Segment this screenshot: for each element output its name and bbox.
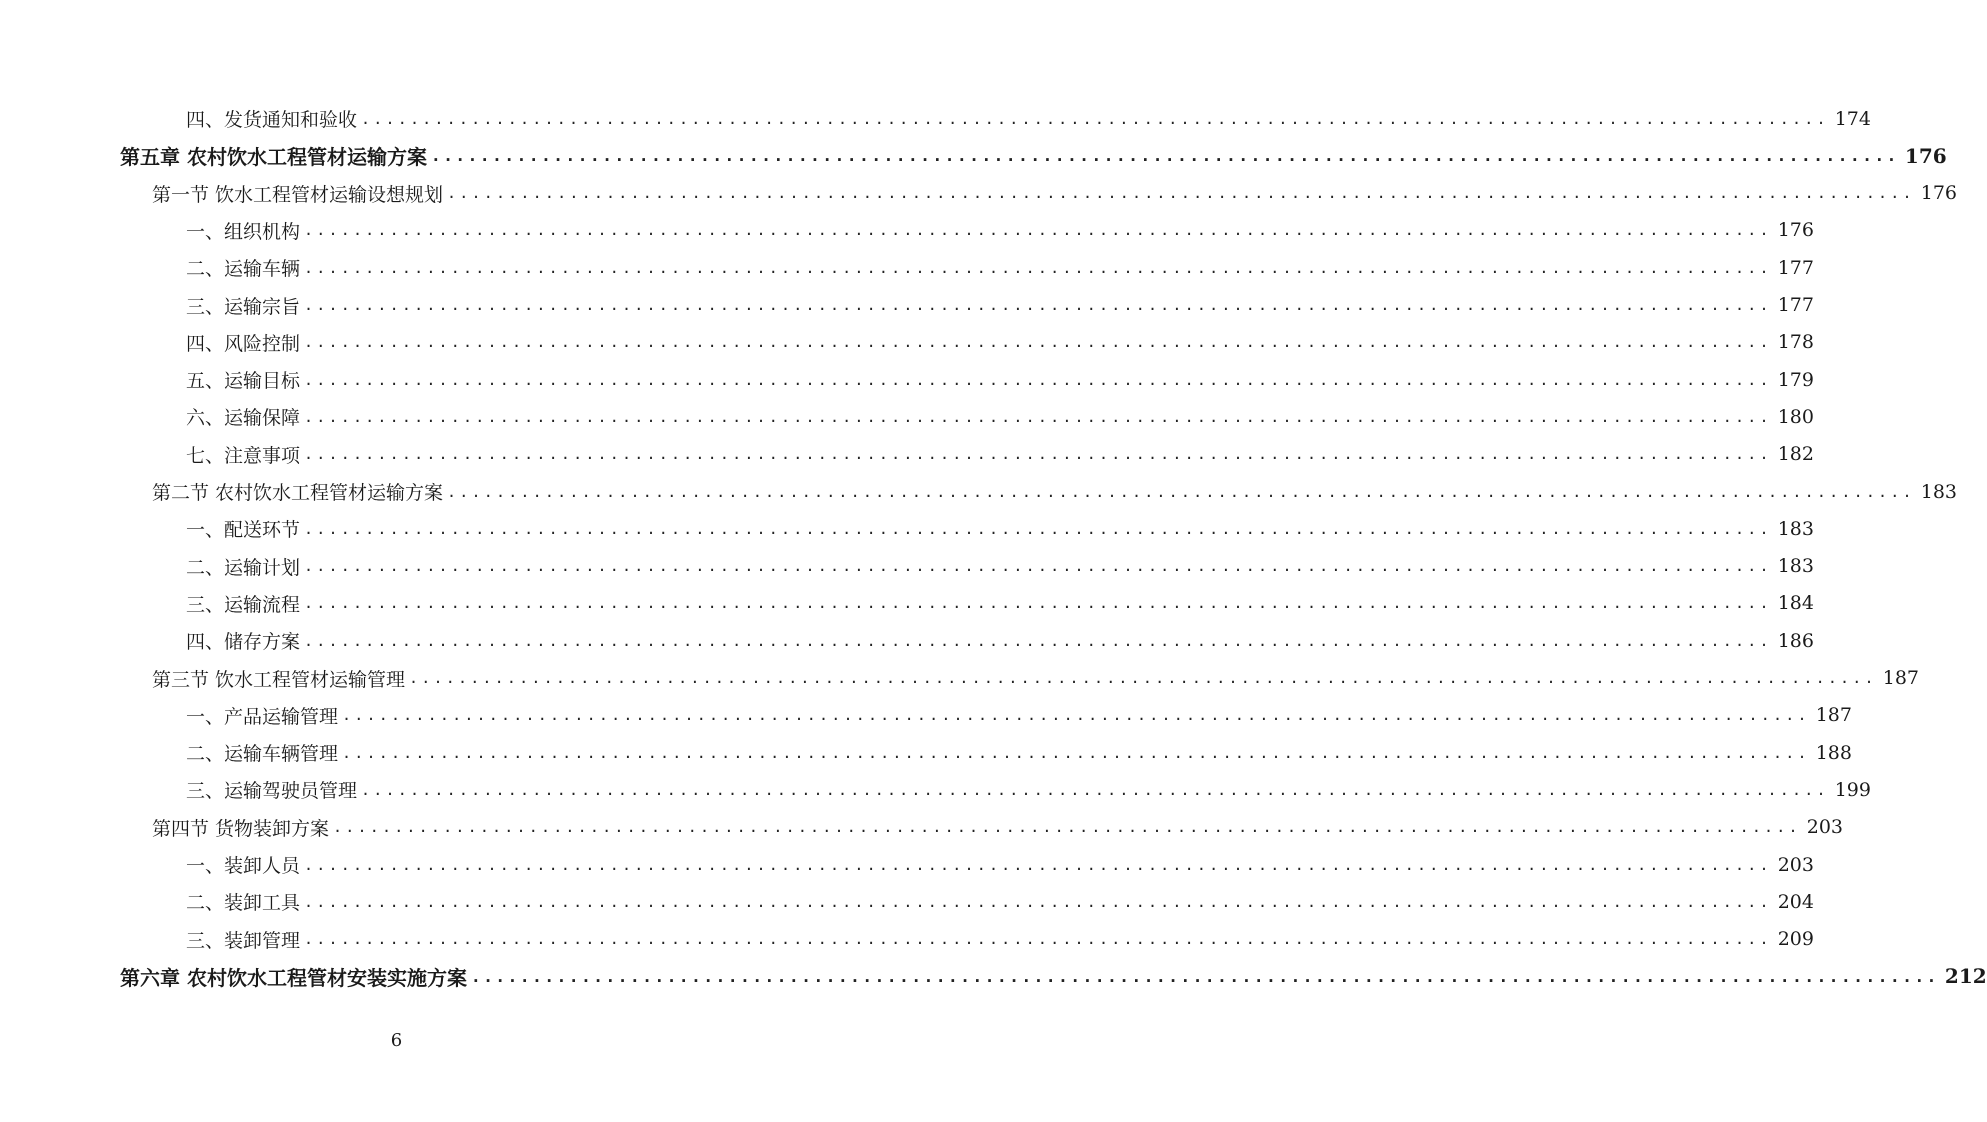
toc-section-entry[interactable]	[152, 660, 1920, 697]
toc-entry-page: 180	[1777, 405, 1814, 428]
toc-dot-leader: ........................................................................................................................	[304, 519, 1772, 538]
toc-entry-page: 182	[1777, 443, 1814, 466]
toc-entry-title: 第三节 饮水工程管材运输管理	[152, 668, 406, 691]
toc-entry-page: 186	[1777, 629, 1814, 652]
toc-entry-page: 212	[1944, 964, 1987, 989]
toc-entry-title: 三、运输流程	[186, 593, 301, 616]
toc-subsection-entry[interactable]	[186, 734, 1852, 771]
toc-dot-leader: ........................................................................................................................	[447, 482, 1915, 501]
toc-entry-title: 四、风险控制	[186, 332, 301, 355]
toc-subsection-entry[interactable]	[186, 361, 1814, 398]
toc-entry-page: 188	[1815, 741, 1852, 764]
toc-entry-title: 二、装卸工具	[186, 892, 301, 915]
toc-chapter-entry[interactable]	[120, 958, 1987, 995]
toc-entry-title: 二、运输计划	[186, 556, 301, 579]
toc-dot-leader: ........................................................................................................................	[342, 706, 1810, 725]
toc-entry-page: 174	[1834, 107, 1871, 130]
toc-subsection-entry[interactable]	[186, 585, 1814, 622]
toc-dot-leader: ........................................................................................................................	[304, 221, 1772, 240]
toc-subsection-entry[interactable]	[186, 622, 1814, 659]
toc-subsection-entry[interactable]	[186, 287, 1814, 324]
toc-subsection-entry[interactable]	[186, 510, 1814, 547]
page-number: 6	[390, 1030, 403, 1051]
toc-dot-leader: ........................................................................................................................	[304, 892, 1772, 911]
toc-entry-page: 183	[1920, 480, 1958, 503]
toc-dot-leader: ........................................................................................................................	[304, 855, 1772, 874]
toc-entry-page: 177	[1777, 256, 1814, 279]
toc-dot-leader: ........................................................................................................................	[470, 966, 1939, 986]
toc-section-entry[interactable]	[152, 809, 1844, 846]
toc-entry-title: 一、产品运输管理	[186, 705, 339, 728]
toc-entry-title: 三、运输宗旨	[186, 295, 301, 318]
toc-dot-leader: ........................................................................................................................	[304, 930, 1772, 949]
toc-entry-title: 三、运输驾驶员管理	[186, 780, 358, 803]
toc-subsection-entry[interactable]	[186, 249, 1814, 286]
toc-dot-leader: ........................................................................................................................	[304, 370, 1772, 389]
toc-entry-page: 179	[1777, 368, 1814, 391]
toc-entry-title: 四、储存方案	[186, 631, 301, 654]
toc-entry-page: 204	[1777, 890, 1814, 913]
toc-subsection-entry[interactable]	[186, 771, 1871, 808]
toc-section-entry[interactable]	[152, 473, 1958, 510]
toc-subsection-entry[interactable]	[186, 548, 1814, 585]
toc-entry-title: 第一节 饮水工程管材运输设想规划	[152, 183, 444, 206]
toc-entry-page: 176	[1920, 182, 1958, 205]
toc-entry-title: 一、装卸人员	[186, 855, 301, 877]
toc-entry-page: 199	[1834, 778, 1871, 801]
toc-entry-page: 184	[1777, 592, 1814, 615]
toc-chapter-entry[interactable]	[120, 137, 1947, 174]
toc-dot-leader: ........................................................................................................................	[304, 557, 1772, 576]
toc-entry-title: 四、发货通知和验收	[186, 109, 358, 131]
toc-dot-leader: ........................................................................................................................	[304, 631, 1772, 650]
toc-dot-leader: ........................................................................................................................	[409, 669, 1877, 687]
toc-dot-leader: ........................................................................................................................	[304, 445, 1772, 464]
toc-subsection-entry[interactable]	[186, 324, 1814, 361]
toc-entry-page: 203	[1777, 853, 1814, 876]
toc-entry-title: 三、装卸管理	[186, 929, 301, 952]
toc-subsection-entry[interactable]	[186, 846, 1814, 883]
toc-entry-page: 183	[1777, 517, 1814, 540]
toc-entry-page: 187	[1815, 704, 1852, 727]
toc-dot-leader: ........................................................................................................................	[361, 780, 1829, 799]
toc-entry-page: 176	[1777, 219, 1814, 242]
toc-entry-title: 一、组织机构	[186, 220, 301, 243]
toc-entry-page: 178	[1777, 331, 1814, 354]
toc-entry-page: 177	[1777, 294, 1814, 316]
toc-subsection-entry[interactable]	[186, 436, 1814, 473]
toc-entry-page: 187	[1882, 667, 1920, 689]
toc-entry-title: 第四节 货物装卸方案	[152, 817, 330, 840]
toc-entry-title: 第五章 农村饮水工程管材运输方案	[120, 145, 427, 170]
toc-dot-leader: ........................................................................................................................	[447, 184, 1915, 203]
toc-subsection-entry[interactable]	[186, 212, 1814, 249]
toc-entry-title: 七、注意事项	[186, 444, 301, 467]
toc-dot-leader: ........................................................................................................................	[304, 296, 1772, 314]
toc-entry-title: 六、运输保障	[186, 407, 301, 430]
toc-dot-leader: ........................................................................................................................	[333, 818, 1801, 837]
toc-entry-title: 第二节 农村饮水工程管材运输方案	[152, 482, 444, 504]
toc-dot-leader: ........................................................................................................................	[304, 407, 1772, 426]
toc-entry-page: 209	[1777, 928, 1814, 951]
toc-section-entry[interactable]	[152, 175, 1958, 212]
toc-entry-title: 第六章 农村饮水工程管材安装实施方案	[120, 965, 467, 990]
toc-dot-leader: ........................................................................................................................	[304, 594, 1772, 613]
toc-entry-page: 183	[1777, 555, 1814, 578]
toc-dot-leader: ........................................................................................................................	[361, 109, 1829, 128]
toc-entry-title: 一、配送环节	[186, 519, 301, 542]
toc-subsection-entry[interactable]	[186, 921, 1814, 958]
toc-dot-leader: ........................................................................................................................	[342, 743, 1810, 762]
toc-dot-leader: ........................................................................................................................	[304, 258, 1772, 277]
toc-subsection-entry[interactable]	[186, 697, 1852, 734]
toc-subsection-entry[interactable]	[186, 883, 1814, 920]
toc-entry-page: 176	[1904, 143, 1947, 168]
toc-entry-title: 五、运输目标	[186, 370, 301, 393]
toc-dot-leader: ........................................................................................................................	[304, 333, 1772, 352]
toc-dot-leader: ........................................................................................................................	[430, 146, 1899, 166]
toc-subsection-entry[interactable]	[186, 398, 1814, 435]
toc-entry-title: 二、运输车辆管理	[186, 743, 339, 766]
toc-entry-title: 二、运输车辆	[186, 258, 301, 281]
toc-subsection-entry[interactable]	[186, 100, 1871, 137]
toc-entry-page: 203	[1806, 816, 1844, 839]
